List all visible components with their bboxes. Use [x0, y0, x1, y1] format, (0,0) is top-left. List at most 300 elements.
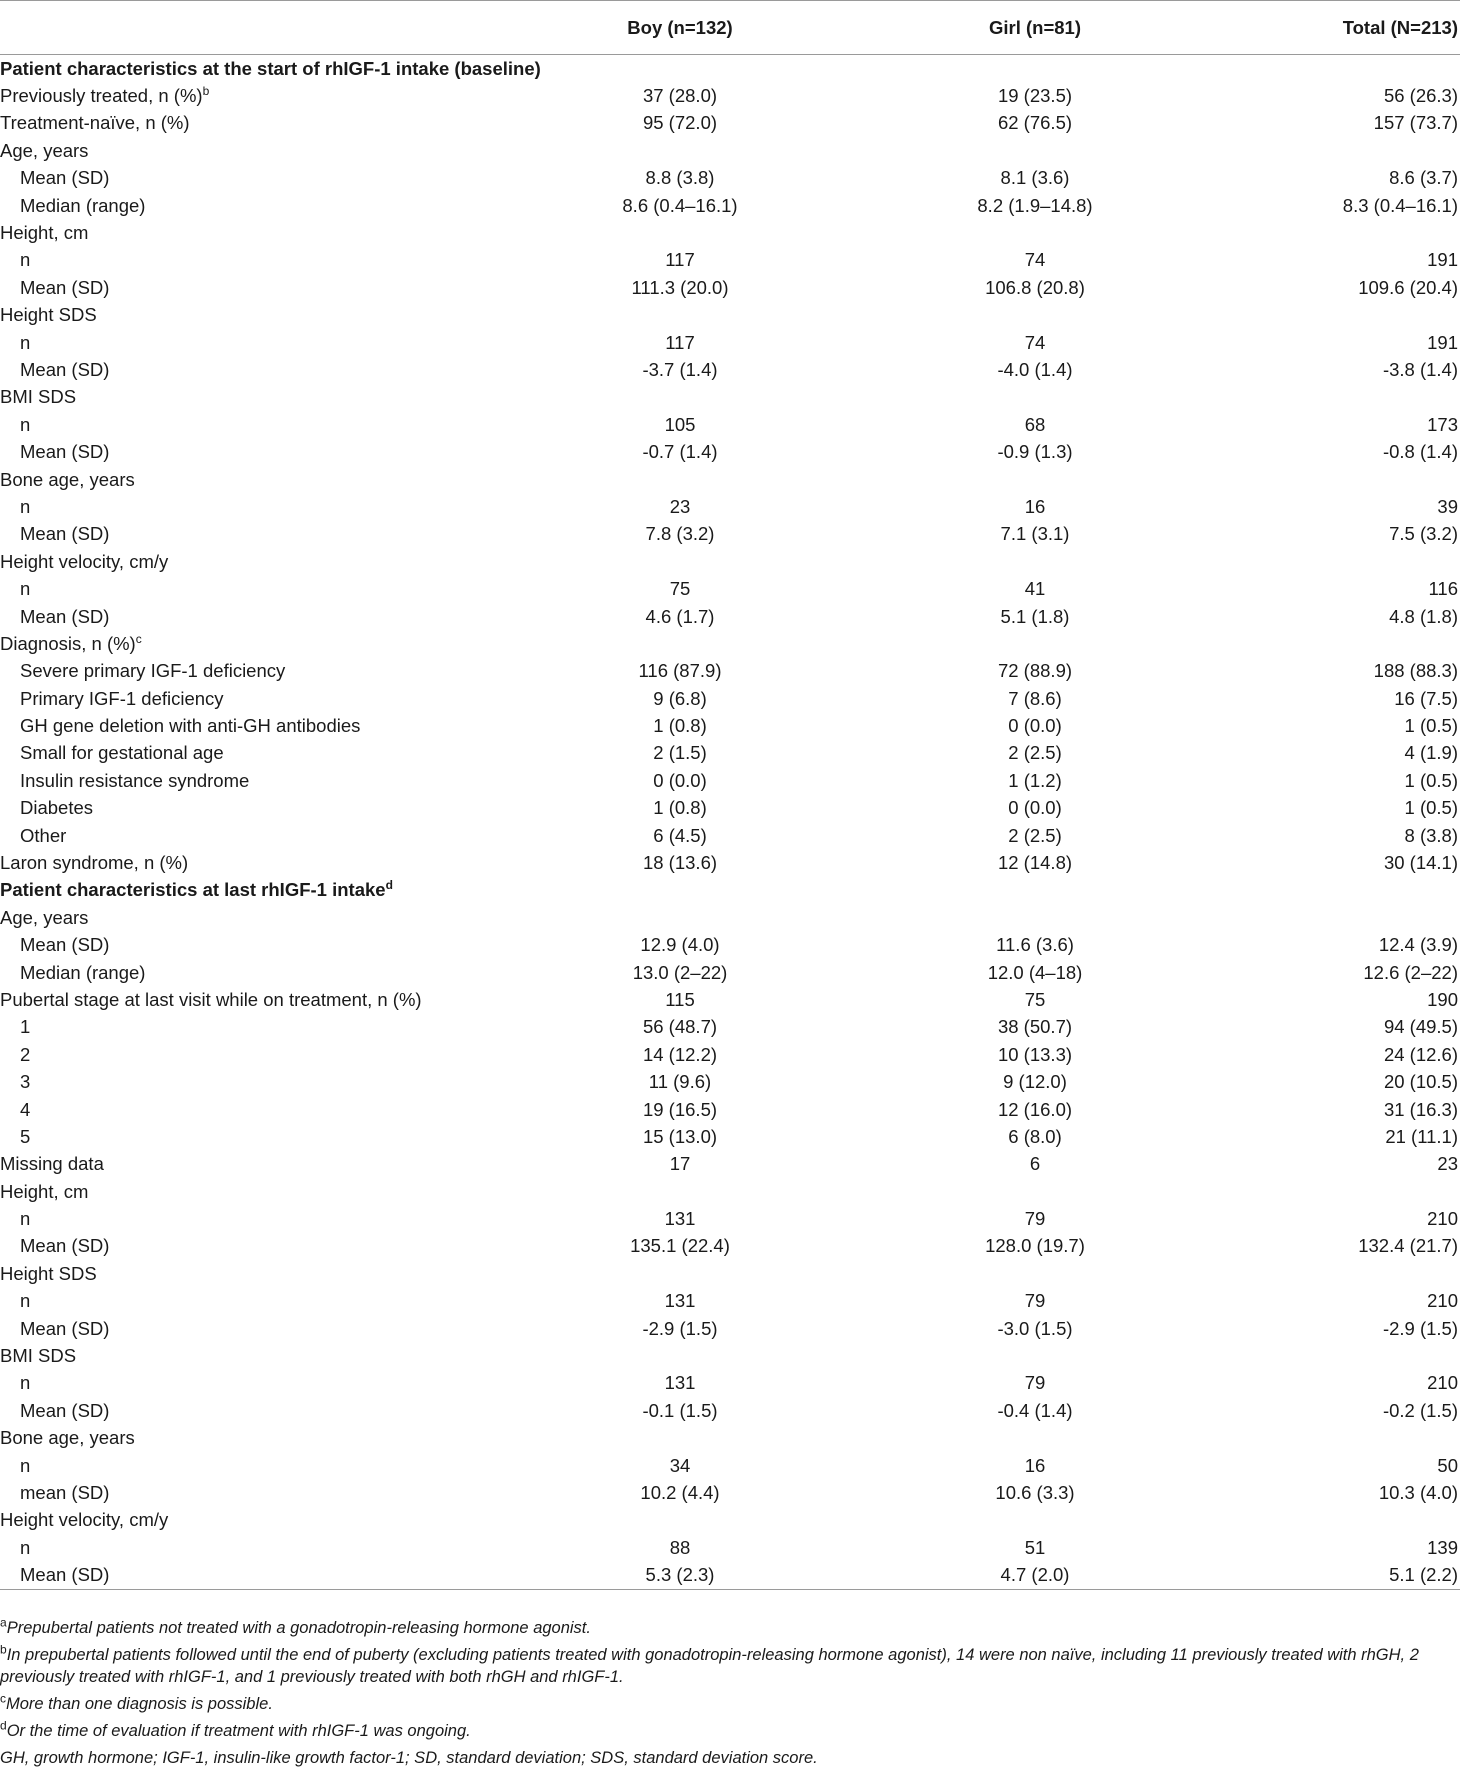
- table-row: [0, 274, 1460, 301]
- cell-girl: 74: [1024, 249, 1046, 271]
- cell-total: [1230, 1178, 1460, 1205]
- cell-total: 116: [1428, 578, 1458, 600]
- row-label: [0, 493, 600, 520]
- cell-boy: 75: [669, 578, 691, 600]
- row-label-text: 1: [20, 1016, 31, 1038]
- cell-total: [1230, 137, 1460, 164]
- table-row: [0, 247, 1460, 274]
- cell-girl: [840, 1260, 1230, 1287]
- row-label-text: Height SDS: [0, 304, 97, 326]
- section-header-row: [0, 55, 1460, 83]
- cell-boy: 117: [665, 249, 695, 271]
- cell-girl: [840, 384, 1230, 411]
- cell-girl: 62 (76.5): [997, 112, 1073, 134]
- cell-boy: 23: [669, 495, 691, 517]
- cell-boy: [600, 1507, 840, 1534]
- row-label-text: Age, years: [0, 906, 89, 928]
- table-row: [0, 1233, 1460, 1260]
- table-row: [0, 685, 1460, 712]
- cell-girl: [840, 877, 1230, 904]
- table-row: [0, 493, 1460, 520]
- cell-total: 20 (10.5): [1383, 1071, 1458, 1093]
- cell-girl: 16: [1024, 495, 1046, 517]
- row-label: [0, 1561, 600, 1589]
- row-label-text: Insulin resistance syndrome: [20, 769, 250, 791]
- cell-total: [1230, 1425, 1460, 1452]
- footnote: [0, 1747, 1460, 1769]
- table-row: [0, 1123, 1460, 1150]
- row-label-text: Median (range): [20, 194, 146, 216]
- row-label: [0, 712, 600, 739]
- cell-boy: 0 (0.0): [653, 769, 707, 791]
- cell-girl: 5.1 (1.8): [1000, 605, 1070, 627]
- cell-boy: [600, 1178, 840, 1205]
- cell-boy: [600, 1342, 840, 1369]
- cell-total: 56 (26.3): [1383, 85, 1458, 107]
- cell-girl: [840, 466, 1230, 493]
- row-label-text: n: [20, 249, 31, 271]
- table-row: [0, 1425, 1460, 1452]
- row-label-text: Previously treated, n (%): [0, 85, 203, 107]
- row-label: [0, 466, 600, 493]
- footnote-text: In prepubertal patients followed until the end of puberty (excluding patients treated with gonadotropin-releasing hormone agonist), 14 were non naïve, including 11 previously treated with rhGH, 2 previously treated with rhIGF-1, and 1 previously treated with both rhGH and rhIGF-1.: [0, 1646, 1419, 1686]
- row-label-text: Laron syndrome, n (%): [0, 852, 189, 874]
- cell-girl: -3.0 (1.5): [997, 1317, 1073, 1339]
- row-label-text: Mean (SD): [20, 1399, 110, 1421]
- row-label: [0, 932, 600, 959]
- cell-boy: 131: [664, 1290, 696, 1312]
- cell-boy: 115: [665, 988, 695, 1010]
- cell-girl: 0 (0.0): [1008, 797, 1062, 819]
- cell-boy: 17: [669, 1153, 691, 1175]
- cell-girl: 12 (14.8): [997, 852, 1073, 874]
- table-row: [0, 822, 1460, 849]
- cell-boy: [600, 630, 840, 657]
- table-row: [0, 767, 1460, 794]
- cell-boy: [600, 548, 840, 575]
- cell-boy: -0.7 (1.4): [642, 441, 718, 463]
- row-label-text: 4: [20, 1098, 31, 1120]
- cell-total: 188 (88.3): [1373, 660, 1458, 682]
- row-label: [0, 1260, 600, 1287]
- row-label-text: Primary IGF-1 deficiency: [20, 687, 224, 709]
- table-row: [0, 1205, 1460, 1232]
- cell-total: 157 (73.7): [1373, 112, 1458, 134]
- cell-boy: 111.3 (20.0): [631, 276, 729, 298]
- cell-girl: [840, 302, 1230, 329]
- cell-boy: 131: [664, 1208, 696, 1230]
- row-label-text: Mean (SD): [20, 358, 110, 380]
- cell-boy: [600, 877, 840, 904]
- cell-total: 24 (12.6): [1383, 1043, 1458, 1065]
- cell-boy: [600, 384, 840, 411]
- row-label-text: n: [20, 578, 31, 600]
- column-header-boy: Boy (n=132): [600, 1, 840, 55]
- cell-girl: 2 (2.5): [1008, 824, 1062, 846]
- cell-total: 7.5 (3.2): [1389, 523, 1458, 545]
- cell-total: 8 (3.8): [1404, 824, 1458, 846]
- cell-total: 39: [1437, 495, 1458, 517]
- table-row: [0, 1260, 1460, 1287]
- cell-boy: 10.2 (4.4): [640, 1482, 720, 1503]
- cell-boy: [600, 904, 840, 931]
- row-label-text: Treatment-naïve, n (%): [0, 112, 190, 134]
- cell-girl: -0.9 (1.3): [997, 441, 1073, 463]
- cell-boy: 88: [669, 1536, 691, 1558]
- cell-total: [1230, 384, 1460, 411]
- cell-boy: 7.8 (3.2): [645, 523, 715, 545]
- cell-girl: [840, 548, 1230, 575]
- cell-total: 139: [1427, 1536, 1458, 1558]
- cell-boy: [600, 1425, 840, 1452]
- row-label-text: Small for gestational age: [20, 742, 224, 764]
- row-label: [0, 548, 600, 575]
- row-label: [0, 1096, 600, 1123]
- cell-total: 12.4 (3.9): [1378, 934, 1458, 956]
- cell-total: 4.8 (1.8): [1389, 605, 1458, 627]
- row-label: [0, 630, 600, 657]
- row-label-text: Other: [20, 824, 67, 846]
- row-label-text: Median (range): [20, 961, 146, 983]
- footnote-text: Or the time of evaluation if treatment with rhIGF-1 was ongoing.: [6, 1722, 471, 1740]
- table-row: [0, 1479, 1460, 1506]
- row-label: [0, 55, 600, 83]
- row-label: [0, 1452, 600, 1479]
- row-label: [0, 274, 600, 301]
- row-label: [0, 329, 600, 356]
- cell-total: [1230, 302, 1460, 329]
- row-label: [0, 1288, 600, 1315]
- cell-girl: [840, 1342, 1230, 1369]
- table-row: [0, 575, 1460, 602]
- cell-girl: 11.6 (3.6): [996, 934, 1074, 956]
- row-label: [0, 822, 600, 849]
- table-row: [0, 986, 1460, 1013]
- cell-girl: 10.6 (3.3): [995, 1482, 1075, 1503]
- cell-total: 23: [1437, 1153, 1458, 1175]
- row-label-text: n: [20, 1536, 31, 1558]
- footnote-marker: c: [135, 631, 142, 646]
- footnote-mark: d: [0, 1718, 7, 1733]
- table-row: [0, 795, 1460, 822]
- row-label-text: 5: [20, 1125, 31, 1147]
- footnote: [0, 1617, 1460, 1639]
- table-row: [0, 1041, 1460, 1068]
- row-label: [0, 247, 600, 274]
- row-label-text: n: [20, 413, 31, 435]
- row-label: [0, 658, 600, 685]
- row-label-text: Mean (SD): [20, 167, 110, 189]
- row-label: [0, 1397, 600, 1424]
- cell-girl: [840, 1507, 1230, 1534]
- row-label: [0, 740, 600, 767]
- cell-total: 30 (14.1): [1383, 852, 1458, 874]
- row-label: [0, 877, 600, 904]
- table-row: [0, 1561, 1460, 1589]
- cell-total: 109.6 (20.4): [1358, 276, 1458, 298]
- cell-total: 16 (7.5): [1394, 687, 1458, 709]
- row-label-text: Mean (SD): [20, 523, 110, 545]
- row-label: [0, 165, 600, 192]
- table-row: [0, 932, 1460, 959]
- table-row: [0, 192, 1460, 219]
- cell-total: [1230, 904, 1460, 931]
- row-label-text: mean (SD): [20, 1482, 110, 1503]
- row-label-text: Height, cm: [0, 1180, 89, 1202]
- row-label: [0, 438, 600, 465]
- row-label: [0, 137, 600, 164]
- cell-boy: 117: [665, 331, 695, 353]
- cell-total: [1230, 548, 1460, 575]
- row-label: [0, 82, 600, 109]
- cell-total: 94 (49.5): [1383, 1016, 1458, 1038]
- cell-boy: 135.1 (22.4): [630, 1235, 730, 1257]
- cell-total: [1230, 466, 1460, 493]
- table-row: [0, 466, 1460, 493]
- cell-boy: 56 (48.7): [642, 1016, 718, 1038]
- section-header-row: [0, 877, 1460, 904]
- cell-total: [1230, 219, 1460, 246]
- row-label: [0, 1151, 600, 1178]
- cell-boy: [600, 302, 840, 329]
- row-label: [0, 1315, 600, 1342]
- row-label: [0, 521, 600, 548]
- table-row: [0, 630, 1460, 657]
- row-label: [0, 986, 600, 1013]
- cell-girl: [840, 1425, 1230, 1452]
- cell-total: 191: [1427, 331, 1458, 353]
- cell-girl: 79: [1024, 1290, 1046, 1312]
- cell-boy: [600, 466, 840, 493]
- row-label: [0, 219, 600, 246]
- row-label-text: BMI SDS: [0, 1345, 77, 1367]
- cell-boy: 37 (28.0): [642, 85, 718, 107]
- cell-girl: [840, 55, 1230, 83]
- table-row: [0, 411, 1460, 438]
- cell-boy: 11 (9.6): [648, 1071, 712, 1093]
- cell-girl: 128.0 (19.7): [985, 1235, 1085, 1257]
- table-row: [0, 740, 1460, 767]
- row-label: [0, 767, 600, 794]
- footnote: [0, 1720, 1460, 1742]
- row-label: [0, 356, 600, 383]
- cell-girl: 7 (8.6): [1008, 687, 1062, 709]
- cell-girl: 16: [1024, 1454, 1046, 1476]
- table-row: [0, 548, 1460, 575]
- row-label-text: n: [20, 1372, 31, 1394]
- row-label-text: Diagnosis, n (%): [0, 632, 136, 654]
- table-row: [0, 438, 1460, 465]
- row-label: [0, 849, 600, 876]
- table-row: [0, 904, 1460, 931]
- row-label: [0, 1342, 600, 1369]
- table-row: [0, 712, 1460, 739]
- footnote-mark: a: [0, 1615, 7, 1630]
- row-label-text: 2: [20, 1043, 31, 1065]
- cell-girl: 79: [1024, 1372, 1046, 1394]
- row-label: [0, 302, 600, 329]
- cell-boy: 15 (13.0): [642, 1125, 718, 1147]
- cell-total: [1230, 55, 1460, 83]
- row-label: [0, 1507, 600, 1534]
- row-label: [0, 904, 600, 931]
- table-row: [0, 959, 1460, 986]
- row-label-text: Mean (SD): [20, 605, 110, 627]
- cell-boy: 13.0 (2–22): [632, 961, 728, 983]
- cell-girl: -4.0 (1.4): [997, 358, 1073, 380]
- cell-girl: 75: [1024, 988, 1046, 1010]
- cell-girl: 7.1 (3.1): [1000, 523, 1070, 545]
- table-row: [0, 110, 1460, 137]
- table-row: [0, 1288, 1460, 1315]
- cell-girl: [840, 630, 1230, 657]
- table-row: [0, 82, 1460, 109]
- row-label-text: Mean (SD): [20, 934, 110, 956]
- cell-total: 31 (16.3): [1383, 1098, 1458, 1120]
- row-label-text: Pubertal stage at last visit while on treatment, n (%): [0, 988, 422, 1010]
- cell-total: 132.4 (21.7): [1358, 1235, 1458, 1257]
- cell-total: 8.6 (3.7): [1389, 167, 1458, 189]
- cell-total: [1230, 1260, 1460, 1287]
- column-header-label: [0, 1, 600, 55]
- table-row: [0, 329, 1460, 356]
- cell-girl: 38 (50.7): [997, 1016, 1073, 1038]
- cell-total: [1230, 630, 1460, 657]
- cell-total: 1 (0.5): [1404, 769, 1458, 791]
- row-label-text: Mean (SD): [20, 276, 110, 298]
- row-label-text: Mean (SD): [20, 1317, 110, 1339]
- cell-total: 191: [1427, 249, 1458, 271]
- table-row: [0, 603, 1460, 630]
- cell-boy: 12.9 (4.0): [640, 934, 720, 956]
- cell-girl: 2 (2.5): [1008, 742, 1062, 764]
- cell-boy: 8.6 (0.4–16.1): [622, 194, 738, 216]
- cell-girl: 68: [1024, 413, 1046, 435]
- row-label: [0, 192, 600, 219]
- table-row: [0, 1151, 1460, 1178]
- cell-total: 8.3 (0.4–16.1): [1342, 194, 1458, 216]
- table-row: [0, 1096, 1460, 1123]
- cell-boy: 1 (0.8): [653, 797, 707, 819]
- table-row: [0, 165, 1460, 192]
- cell-total: -0.8 (1.4): [1382, 441, 1458, 463]
- footnote: [0, 1644, 1460, 1688]
- row-label-text: Patient characteristics at last rhIGF-1 intake: [0, 879, 386, 901]
- row-label: [0, 411, 600, 438]
- cell-boy: 1 (0.8): [653, 715, 707, 737]
- cell-boy: 95 (72.0): [642, 112, 718, 134]
- row-label-text: Height velocity, cm/y: [0, 1509, 169, 1531]
- table-row: [0, 849, 1460, 876]
- cell-girl: 12 (16.0): [997, 1098, 1073, 1120]
- row-label-text: Height, cm: [0, 222, 89, 244]
- cell-total: 12.6 (2–22): [1363, 961, 1458, 983]
- row-label-text: Mean (SD): [20, 1235, 110, 1257]
- cell-girl: 12.0 (4–18): [987, 961, 1083, 983]
- cell-total: [1230, 877, 1460, 904]
- row-label: [0, 1233, 600, 1260]
- cell-girl: 79: [1024, 1208, 1046, 1230]
- row-label: [0, 959, 600, 986]
- table-row: [0, 1370, 1460, 1397]
- row-label-text: n: [20, 1290, 31, 1312]
- cell-total: 21 (11.1): [1385, 1125, 1458, 1147]
- cell-total: 5.1 (2.2): [1230, 1561, 1460, 1589]
- row-label-text: Mean (SD): [20, 441, 110, 463]
- cell-boy: 105: [664, 413, 696, 435]
- cell-boy: 131: [664, 1372, 696, 1394]
- row-label-text: Bone age, years: [0, 468, 135, 490]
- table-row: [0, 1452, 1460, 1479]
- footnote-mark: c: [0, 1691, 6, 1706]
- cell-boy: 8.8 (3.8): [645, 167, 715, 189]
- table-body: [0, 55, 1460, 1590]
- cell-boy: -3.7 (1.4): [642, 358, 718, 380]
- table-row: [0, 356, 1460, 383]
- cell-boy: [600, 55, 840, 83]
- table-row: [0, 1507, 1460, 1534]
- cell-boy: 4.6 (1.7): [645, 605, 715, 627]
- cell-girl: 0 (0.0): [1008, 715, 1062, 737]
- cell-girl: -0.4 (1.4): [997, 1399, 1073, 1421]
- cell-boy: -0.1 (1.5): [642, 1399, 718, 1421]
- cell-girl: 6 (8.0): [1008, 1125, 1062, 1147]
- cell-total: 50: [1437, 1454, 1458, 1476]
- cell-girl: 74: [1024, 331, 1046, 353]
- row-label-text: Patient characteristics at the start of rhIGF-1 intake (baseline): [0, 57, 541, 79]
- cell-girl: 8.2 (1.9–14.8): [977, 194, 1093, 216]
- cell-total: -0.2 (1.5): [1382, 1399, 1458, 1421]
- footnote: [0, 1693, 1460, 1715]
- row-label: [0, 1370, 600, 1397]
- cell-boy: 5.3 (2.3): [600, 1561, 840, 1589]
- cell-total: [1230, 1342, 1460, 1369]
- cell-girl: 4.7 (2.0): [840, 1561, 1230, 1589]
- cell-boy: 6 (4.5): [653, 824, 707, 846]
- cell-girl: 1 (1.2): [1008, 769, 1062, 791]
- footnote-marker: d: [385, 878, 393, 893]
- row-label: [0, 1534, 600, 1561]
- table-row: [0, 1178, 1460, 1205]
- table-row: [0, 219, 1460, 246]
- table-row: [0, 1068, 1460, 1095]
- cell-total: 210: [1427, 1208, 1458, 1230]
- footnote-mark: b: [0, 1642, 7, 1657]
- row-label-text: BMI SDS: [0, 386, 77, 408]
- row-label-text: Severe primary IGF-1 deficiency: [20, 660, 286, 682]
- row-label-text: Missing data: [0, 1153, 104, 1175]
- cell-boy: 116 (87.9): [638, 660, 722, 682]
- cell-boy: 18 (13.6): [642, 852, 718, 874]
- cell-total: 190: [1427, 988, 1458, 1010]
- cell-boy: 9 (6.8): [653, 687, 707, 709]
- row-label: [0, 384, 600, 411]
- cell-total: 210: [1427, 1290, 1458, 1312]
- cell-girl: 9 (12.0): [1003, 1071, 1067, 1093]
- row-label: [0, 685, 600, 712]
- row-label-text: Mean (SD): [20, 1564, 110, 1586]
- cell-girl: [840, 137, 1230, 164]
- cell-girl: [840, 219, 1230, 246]
- cell-girl: [840, 1178, 1230, 1205]
- row-label: [0, 1014, 600, 1041]
- row-label: [0, 575, 600, 602]
- table-row: [0, 384, 1460, 411]
- row-label-text: GH gene deletion with anti-GH antibodies: [20, 715, 361, 737]
- cell-boy: 2 (1.5): [653, 742, 707, 764]
- cell-total: -3.8 (1.4): [1382, 358, 1458, 380]
- row-label-text: Age, years: [0, 139, 89, 161]
